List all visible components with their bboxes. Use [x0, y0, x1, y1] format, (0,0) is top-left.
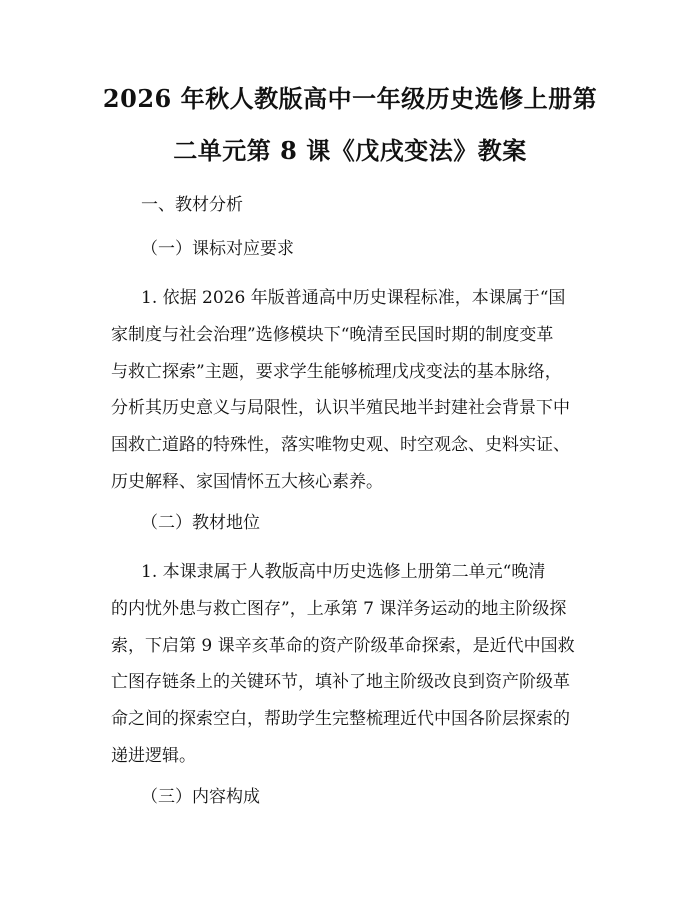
paragraph-line: 命之间的探索空白，帮助学生完整梳理近代中国各阶层探索的 — [111, 709, 570, 730]
paragraph-textbook-position — [111, 561, 597, 782]
document-title-line-1: 2026 年秋人教版高中一年级历史选修上册第 — [102, 84, 598, 113]
document-title-line-2: 二单元第 8 课《戊戌变法》教案 — [173, 136, 527, 165]
subsection-heading-textbook-position: （二）教材地位 — [141, 513, 260, 533]
paragraph-line: 历史解释、家国情怀五大核心素养。 — [111, 471, 383, 492]
paragraph-line: 递进逻辑。 — [111, 745, 196, 766]
subsection-heading-curriculum-requirements: （一）课标对应要求 — [141, 239, 294, 259]
paragraph-line: 1. 本课隶属于人教版高中历史选修上册第二单元“晚清 — [141, 562, 546, 582]
paragraph-line: 与救亡探索”主题，要求学生能够梳理戊戌变法的基本脉络， — [111, 361, 562, 382]
paragraph-line: 家制度与社会治理”选修模块下“晚清至民国时期的制度变革 — [111, 324, 554, 345]
subsection-heading-content-structure: （三）内容构成 — [141, 787, 260, 807]
paragraph-line: 亡图存链条上的关键环节，填补了地主阶级改良到资产阶级革 — [111, 672, 570, 693]
paragraph-line: 的内忧外患与救亡图存”，上承第 7 课洋务运动的地主阶级探 — [111, 598, 567, 619]
paragraph-line: 分析其历史意义与局限性，认识半殖民地半封建社会背景下中 — [111, 398, 570, 419]
paragraph-curriculum-requirements — [111, 287, 597, 508]
section-heading-teaching-material-analysis: 一、教材分析 — [141, 195, 243, 215]
paragraph-line: 国救亡道路的特殊性，落实唯物史观、时空观念、史料实证、 — [111, 435, 570, 456]
paragraph-line: 索，下启第 9 课辛亥革命的资产阶级革命探索，是近代中国救 — [111, 635, 575, 656]
paragraph-line: 1. 依据 2026 年版普通高中历史课程标准，本课属于“国 — [141, 288, 566, 308]
